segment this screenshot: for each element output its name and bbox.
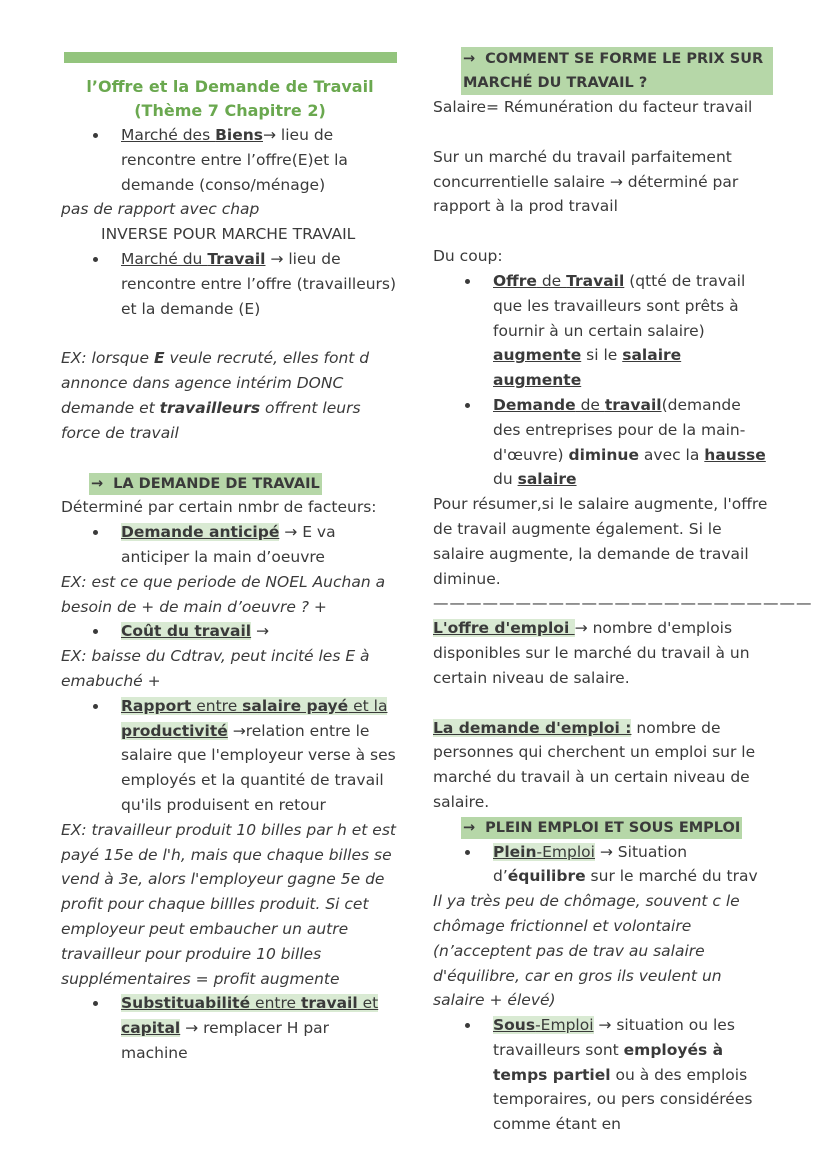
text-span: →relation entre le salaire que l'employeur verse à ses employés et la quantité de travail qu'ils produisent en retour	[121, 721, 396, 814]
text-span: → Situation d’	[493, 842, 688, 886]
title-bar	[64, 52, 397, 63]
text-span: Coût du travail	[121, 622, 252, 641]
text-span: (demande des entreprises pour de la main-d'œuvre)	[493, 395, 746, 464]
text-span: → remplacer H par machine	[121, 1019, 330, 1062]
text-span: Travail	[566, 271, 625, 290]
spacer	[61, 446, 399, 471]
body-text: Du coup:	[433, 247, 503, 266]
text-span: sur le marché du trav	[585, 867, 758, 886]
right-column	[433, 47, 813, 1137]
text-span: diminue	[568, 445, 639, 464]
text-span: EX: lorsque	[61, 349, 154, 368]
text-span: de	[575, 395, 605, 414]
list-item	[61, 619, 399, 644]
text-span: Sous	[493, 1016, 536, 1035]
text-span: veule recruté, elles font d annonce dans agence intérim DONC demande et	[61, 349, 370, 417]
heading-text: PLEIN EMPLOI ET SOUS EMPLOI	[485, 819, 741, 836]
employment-list-1	[433, 840, 773, 890]
text-span: Plein	[493, 842, 537, 861]
text-span: -Emploi	[536, 842, 595, 861]
section-heading	[89, 473, 322, 495]
text-span: Offre	[493, 271, 537, 290]
list-item	[433, 393, 773, 492]
heading-text: LA DEMANDE DE TRAVAIL	[113, 475, 320, 492]
text-span: employés à temps partiel	[493, 1040, 724, 1084]
text-span: travail	[604, 395, 662, 414]
text-span: du	[493, 470, 518, 489]
text-span: Marché du	[121, 249, 208, 268]
text-span: entre	[191, 696, 243, 715]
body-text: Salaire= Rémunération du facteur travail	[433, 98, 753, 116]
employment-list-2	[433, 1013, 773, 1137]
text-span: hausse	[704, 445, 766, 464]
spacer	[433, 219, 773, 244]
text-span: Substituabilité	[121, 994, 251, 1013]
text-span: de	[536, 271, 567, 290]
note-text: pas de rapport avec chap	[61, 200, 260, 219]
section-heading-row	[61, 471, 399, 496]
text-span: entre	[250, 994, 301, 1013]
factor-list-1	[61, 520, 399, 570]
spacer	[433, 120, 773, 145]
text-span: capital	[121, 1019, 181, 1038]
list-item	[433, 269, 773, 393]
spacer	[433, 691, 773, 716]
text-span: → E va anticiper la main d’oeuvre	[121, 523, 336, 566]
text-span: équilibre	[507, 867, 586, 886]
market-list-1	[61, 123, 399, 197]
factor-list-3	[61, 694, 399, 818]
list-item	[433, 1013, 773, 1137]
text-span: -Emploi	[535, 1016, 594, 1035]
market-list-2	[61, 247, 399, 321]
text-span: ou à des emplois temporaires, ou pers considérées comme étant en	[493, 1065, 753, 1134]
list-item	[61, 247, 399, 321]
arrow-icon: →	[463, 51, 476, 67]
text-span: salaire payé	[242, 696, 349, 715]
text-span: productivité	[121, 721, 228, 740]
body-text	[433, 716, 773, 815]
text-span: La demande d'emploi :	[433, 718, 632, 737]
arrow-icon: →	[91, 475, 104, 492]
offer-demand-list	[433, 269, 773, 492]
body-text: Pour résumer,si le salaire augmente, l'offre de travail augmente également. Si le salaire augmente, la demande de travail diminue.	[433, 495, 768, 588]
section-heading-row	[433, 815, 773, 840]
page-title	[61, 75, 399, 123]
body-text	[433, 616, 773, 690]
text-span: → situation ou les travailleurs sont	[493, 1016, 735, 1059]
text-span: Marché des	[121, 126, 216, 144]
text-span: salaire	[517, 470, 577, 489]
text-span: E	[153, 349, 165, 368]
left-column	[61, 40, 399, 1066]
title-line-1: l’Offre et la Demande de Travail	[86, 77, 374, 96]
text-span: offrent leurs force de travail	[61, 398, 361, 442]
title-line-2: (Thème 7 Chapitre 2)	[134, 101, 326, 120]
example-text: EX: baisse du Cdtrav, peut incité les E à emabuché +	[61, 647, 370, 690]
text-span: et la	[348, 696, 388, 715]
factor-list-2	[61, 619, 399, 644]
section-heading	[461, 47, 773, 95]
note-text: INVERSE POUR MARCHE TRAVAIL	[101, 225, 356, 244]
text-span: et	[357, 994, 379, 1013]
list-item	[61, 520, 399, 570]
spacer	[61, 321, 399, 346]
body-text: Sur un marché du travail parfaitement concurrentielle salaire → déterminé par rapport à la prod travail	[433, 147, 739, 216]
text-span: Demande	[493, 395, 576, 414]
body-text: Déterminé par certain nmbr de facteurs:	[61, 498, 377, 517]
text-span: → nombre d'emplois disponibles sur le marché du travail à un certain niveau de salaire.	[433, 619, 750, 687]
text-span: Biens	[215, 126, 263, 144]
arrow-icon: →	[463, 819, 476, 836]
example-text: EX: est ce que periode de NOEL Auchan a besoin de + de main d’oeuvre ? +	[61, 572, 386, 616]
text-span: (qtté de travail que les travailleurs sont prêts à fournir à un certain salaire)	[493, 271, 746, 340]
heading-text: COMMENT SE FORME LE PRIX SUR MARCHÉ DU TRAVAIL ?	[463, 51, 764, 91]
example-text	[61, 346, 399, 445]
text-span: avec la	[638, 445, 705, 464]
separator-line: ———————————————————————	[433, 594, 813, 613]
example-text: Il ya très peu de chômage, souvent c le chômage frictionnel et volontaire (n’acceptent pas de trav au salaire d'équilibre, car en gros ils veulent un salaire + élevé)	[433, 892, 740, 1010]
section-heading-row	[433, 47, 773, 95]
text-span: si le	[581, 346, 623, 365]
text-span: L'offre d'emploi	[433, 619, 575, 638]
text-span: → lieu de rencontre entre l’offre (travailleurs) et la demande (E)	[121, 249, 397, 318]
text-span: Demande anticipé	[121, 523, 280, 542]
example-text: EX: travailleur produit 10 billes par h et est payé 15e de l'h, mais que chaque billes se vend à 3e, alors l'employeur gagne 5e de profit pour chaque billles produit. Si cet employeur peut embaucher un autre travailleur pour produire 10 billes supplémentaires = profit augmente	[61, 820, 396, 988]
list-item	[61, 123, 399, 197]
list-item	[61, 991, 399, 1065]
list-item	[61, 694, 399, 818]
text-span: salaire augmente	[493, 346, 682, 390]
text-span: Rapport	[121, 696, 192, 715]
list-item	[433, 840, 773, 890]
factor-list-4	[61, 991, 399, 1065]
text-span: →	[251, 622, 270, 641]
section-heading	[461, 817, 742, 839]
text-span: travailleurs	[159, 398, 261, 417]
text-span: nombre de personnes qui cherchent un emploi sur le marché du travail à un certain niveau de salaire.	[433, 718, 756, 811]
text-span: Travail	[207, 249, 266, 268]
text-span: augmente	[493, 346, 582, 365]
text-span: → lieu de rencontre entre l’offre(E)et la demande (conso/ménage)	[121, 126, 348, 194]
text-span: travail	[300, 994, 358, 1013]
